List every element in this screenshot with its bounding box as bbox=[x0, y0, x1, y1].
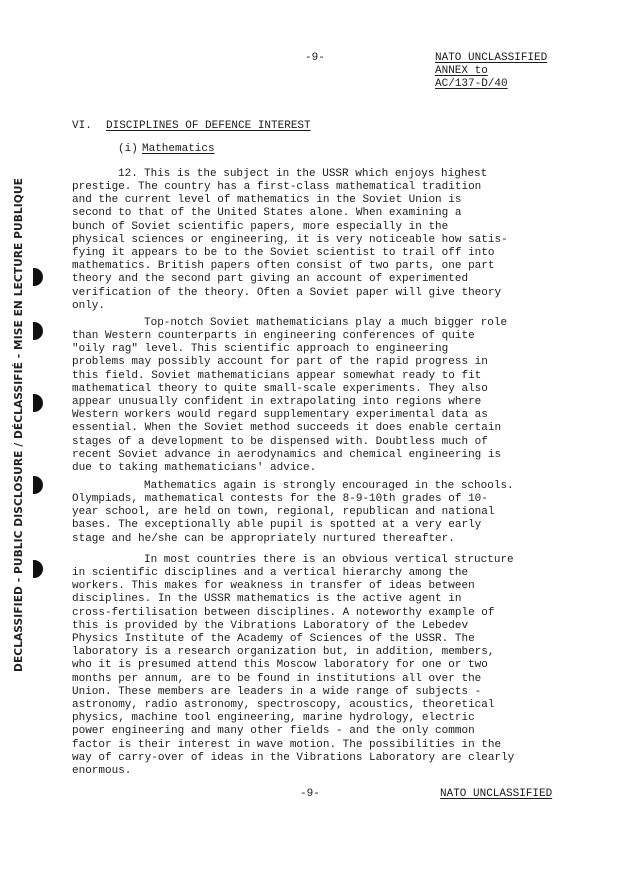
header-annex: ANNEX to bbox=[435, 65, 488, 77]
subsection-number-text: (i) bbox=[118, 143, 138, 155]
paragraph-line: Physics Institute of the Academy of Sciences of the USSR. The bbox=[72, 633, 475, 646]
paragraph-line: Western workers would regard supplementary experimental data as bbox=[72, 409, 488, 422]
paragraph-line: stages of a development to be dispensed with. Doubtless much of bbox=[72, 435, 488, 448]
paragraph-line: months per annum, are to be found in institutions all over the bbox=[72, 672, 482, 685]
paragraph-line: year school, are held on town, regional, republican and national bbox=[72, 506, 495, 519]
paragraph-line: way of carry-over of ideas in the Vibrations Laboratory are clearly bbox=[72, 751, 515, 764]
paragraph-line: problems may possibly account for part of the rapid progress in bbox=[72, 356, 488, 369]
paragraph-line: mathematics. British papers often consist of two parts, one part bbox=[72, 260, 495, 273]
paragraph-line: stage and he/she can be appropriately nurtured thereafter. bbox=[72, 532, 455, 545]
paragraph-line: factor is their interest in wave motion. The possibilities in the bbox=[72, 738, 502, 751]
paragraph-line: bases. The exceptionally able pupil is spotted at a very early bbox=[72, 519, 482, 532]
paragraph-line: this is provided by the Vibrations Laboratory of the Lebedev bbox=[72, 619, 469, 632]
paragraph-line: verification of the theory. Often a Soviet paper will give theory bbox=[72, 286, 502, 299]
section-number: VI. bbox=[72, 120, 92, 132]
paragraph-line: "oily rag" level. This scientific approach to engineering bbox=[72, 343, 449, 356]
paragraph-line: cross-fertilisation between disciplines. A noteworthy example of bbox=[72, 606, 495, 619]
paragraph-4-first-line: In most countries there is an obvious vertical structure bbox=[144, 554, 514, 566]
paragraph-line: astronomy, radio astronomy, spectroscopy, acoustics, theoretical bbox=[72, 699, 495, 712]
paragraph-line: who it is presumed attend this Moscow laboratory for one or two bbox=[72, 659, 488, 672]
paragraph-line: laboratory is a research organization but, in addition, members, bbox=[72, 646, 495, 659]
paragraph-3-body bbox=[72, 493, 592, 546]
paragraph-line: only. bbox=[72, 299, 106, 312]
paragraph-line: this field. Soviet mathematicians appear somewhat ready to fit bbox=[72, 369, 482, 382]
header-classification: NATO UNCLASSIFIED bbox=[435, 52, 548, 64]
paragraph-line: and the current level of mathematics in the Soviet Union is bbox=[72, 194, 462, 207]
punch-hole-icon bbox=[33, 476, 43, 494]
paragraph-line: physical sciences or engineering, it is very noticeable how satis- bbox=[72, 233, 508, 246]
paragraph-line: mathematical theory to quite small-scale experiments. They also bbox=[72, 382, 488, 395]
declassification-stamp-text: DECLASSIFIED - PUBLIC DISCLOSURE / DÉCLASSIFIÉ - MISE EN LECTURE PUBLIQUE bbox=[13, 178, 25, 672]
paragraph-line: essential. When the Soviet method succeeds it does enable certain bbox=[72, 422, 502, 435]
header-page-number: -9- bbox=[305, 52, 325, 64]
paragraph-1-body bbox=[72, 181, 592, 313]
paragraph-line: appear unusually confident in extrapolating into regions where bbox=[72, 396, 482, 409]
paragraph-line: Olympiads, mathematical contests for the 8-9-10th grades of 10- bbox=[72, 493, 488, 505]
paragraph-2-first-line: Top-notch Soviet mathematicians play a much bigger role bbox=[144, 317, 508, 329]
footer-classification: NATO UNCLASSIFIED bbox=[440, 788, 553, 800]
punch-hole-icon bbox=[33, 268, 43, 286]
paragraph-line: than Western counterparts in engineering conferences of quite bbox=[72, 330, 475, 342]
punch-hole-icon bbox=[33, 560, 43, 578]
paragraph-1-line: This is the subject in the USSR which enjoys highest bbox=[144, 168, 488, 180]
declassification-stamp bbox=[4, 175, 34, 675]
paragraph-line: workers. This makes for weakness in transfer of ideas between bbox=[72, 580, 475, 593]
punch-hole-icon bbox=[33, 394, 43, 412]
paragraph-line: physics, machine tool engineering, marine hydrology, electric bbox=[72, 712, 475, 725]
paragraph-line: power engineering and many other fields - and the only common bbox=[72, 725, 475, 738]
paragraph-line: second to that of the United States alone. When examining a bbox=[72, 207, 462, 220]
paragraph-line: disciplines. In the USSR mathematics is the active agent in bbox=[72, 593, 462, 606]
paragraph-line: in scientific disciplines and a vertical hierarchy among the bbox=[72, 567, 469, 579]
punch-hole-icon bbox=[33, 322, 43, 340]
paragraph-2-body bbox=[72, 330, 592, 475]
paragraph-line: bunch of Soviet scientific papers, more especially in the bbox=[72, 220, 449, 233]
paragraph-line: recent Soviet advance in aerodynamics and chemical engineering is bbox=[72, 448, 502, 461]
paragraph-line: prestige. The country has a first-class mathematical tradition bbox=[72, 181, 482, 193]
paragraph-line: enormous. bbox=[72, 765, 132, 778]
header-reference: AC/137-D/40 bbox=[435, 78, 508, 90]
paragraph-line: fying it appears to be to the Soviet scientist to trail off into bbox=[72, 247, 495, 260]
paragraph-line: theory and the second part giving an account of experimented bbox=[72, 273, 469, 286]
paragraph-4-body bbox=[72, 567, 592, 778]
section-title: DISCIPLINES OF DEFENCE INTEREST bbox=[106, 120, 311, 132]
paragraph-line: due to taking mathematicians' advice. bbox=[72, 462, 317, 475]
subsection-title: Mathematics bbox=[142, 143, 215, 155]
paragraph-3-first-line: Mathematics again is strongly encouraged in the schools. bbox=[144, 480, 514, 492]
footer-page-number: -9- bbox=[300, 788, 320, 800]
paragraph-line: Union. These members are leaders in a wide range of subjects - bbox=[72, 685, 482, 698]
paragraph-1-number: 12. bbox=[118, 168, 138, 180]
